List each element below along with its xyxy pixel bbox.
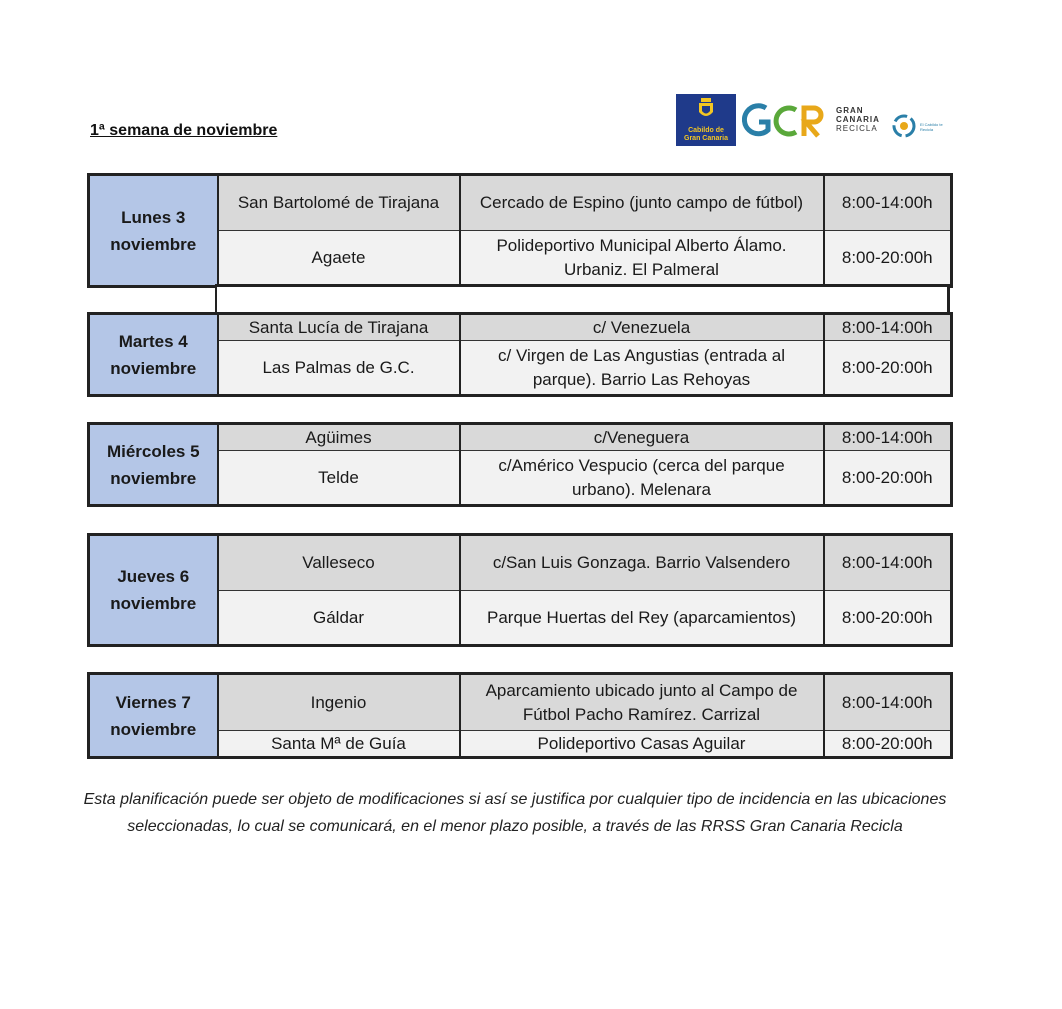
day-label: Viernes 7 noviembre [89, 674, 218, 758]
recycle-icon [890, 112, 918, 140]
hours-cell: 8:00-20:00h [824, 731, 952, 758]
location-cell: c/ Virgen de Las Angustias (entrada al parque). Barrio Las Rehoyas [460, 341, 824, 396]
municipality-cell: Ingenio [218, 674, 460, 731]
hours-cell: 8:00-20:00h [824, 451, 952, 506]
municipality-cell: Gáldar [218, 591, 460, 646]
municipality-cell: Santa Mª de Guía [218, 731, 460, 758]
day-table-thursday [87, 533, 953, 647]
gcr-wordmark: GRAN CANARIA RECICLA [836, 106, 880, 133]
location-cell: c/Américo Vespucio (cerca del parque urbano). Melenara [460, 451, 824, 506]
municipality-cell: Santa Lucía de Tirajana [218, 314, 460, 341]
location-cell: c/ Venezuela [460, 314, 824, 341]
day-table-tuesday [87, 312, 953, 397]
day-table-friday [87, 672, 953, 759]
table-row [89, 231, 952, 287]
hours-cell: 8:00-14:00h [824, 314, 952, 341]
hours-cell: 8:00-20:00h [824, 231, 952, 287]
table-row [89, 314, 952, 341]
table-row [89, 451, 952, 506]
table-row [89, 424, 952, 451]
day-label: Martes 4 noviembre [89, 314, 218, 396]
location-cell: c/Veneguera [460, 424, 824, 451]
hours-cell: 8:00-20:00h [824, 591, 952, 646]
location-cell: Polideportivo Casas Aguilar [460, 731, 824, 758]
day-table-wednesday [87, 422, 953, 507]
location-cell: Polideportivo Municipal Alberto Álamo. Urbaniz. El Palmeral [460, 231, 824, 287]
location-cell: Parque Huertas del Rey (aparcamientos) [460, 591, 824, 646]
municipality-cell: Las Palmas de G.C. [218, 341, 460, 396]
location-cell: c/San Luis Gonzaga. Barrio Valsendero [460, 535, 824, 591]
table-row [89, 535, 952, 591]
location-cell: Cercado de Espino (junto campo de fútbol) [460, 175, 824, 231]
gcr-logo-icon [742, 100, 828, 142]
cabildo-logo: Cabildo de Gran Canaria [676, 94, 736, 146]
hours-cell: 8:00-14:00h [824, 424, 952, 451]
municipality-cell: Valleseco [218, 535, 460, 591]
recycle-logo: El Cabildo te Recicla [890, 112, 950, 140]
week-title: 1ª semana de noviembre [90, 122, 278, 139]
municipality-cell: Agüimes [218, 424, 460, 451]
municipality-cell: Agaete [218, 231, 460, 287]
location-cell: Aparcamiento ubicado junto al Campo de Fútbol Pacho Ramírez. Carrizal [460, 674, 824, 731]
logo-strip [676, 94, 956, 150]
day-label: Lunes 3 noviembre [89, 175, 218, 287]
municipality-cell: Telde [218, 451, 460, 506]
hours-cell: 8:00-14:00h [824, 674, 952, 731]
municipality-cell: San Bartolomé de Tirajana [218, 175, 460, 231]
hours-cell: 8:00-14:00h [824, 535, 952, 591]
table-row [89, 341, 952, 396]
table-row [89, 674, 952, 731]
day-label: Miércoles 5 noviembre [89, 424, 218, 506]
crest-icon [697, 98, 715, 120]
table-spacer [215, 284, 950, 312]
disclaimer-note: Esta planificación puede ser objeto de modificaciones si así se justifica por cualquier tipo de incidencia en las ubicaciones seleccionadas, lo cual se comunicará, en el menor plazo posible, a través de las RRSS Gran Canaria Recicla [83, 791, 947, 835]
table-row [89, 731, 952, 758]
table-row [89, 591, 952, 646]
day-table-monday [87, 173, 953, 288]
table-row [89, 175, 952, 231]
day-label: Jueves 6 noviembre [89, 535, 218, 646]
hours-cell: 8:00-20:00h [824, 341, 952, 396]
hours-cell: 8:00-14:00h [824, 175, 952, 231]
